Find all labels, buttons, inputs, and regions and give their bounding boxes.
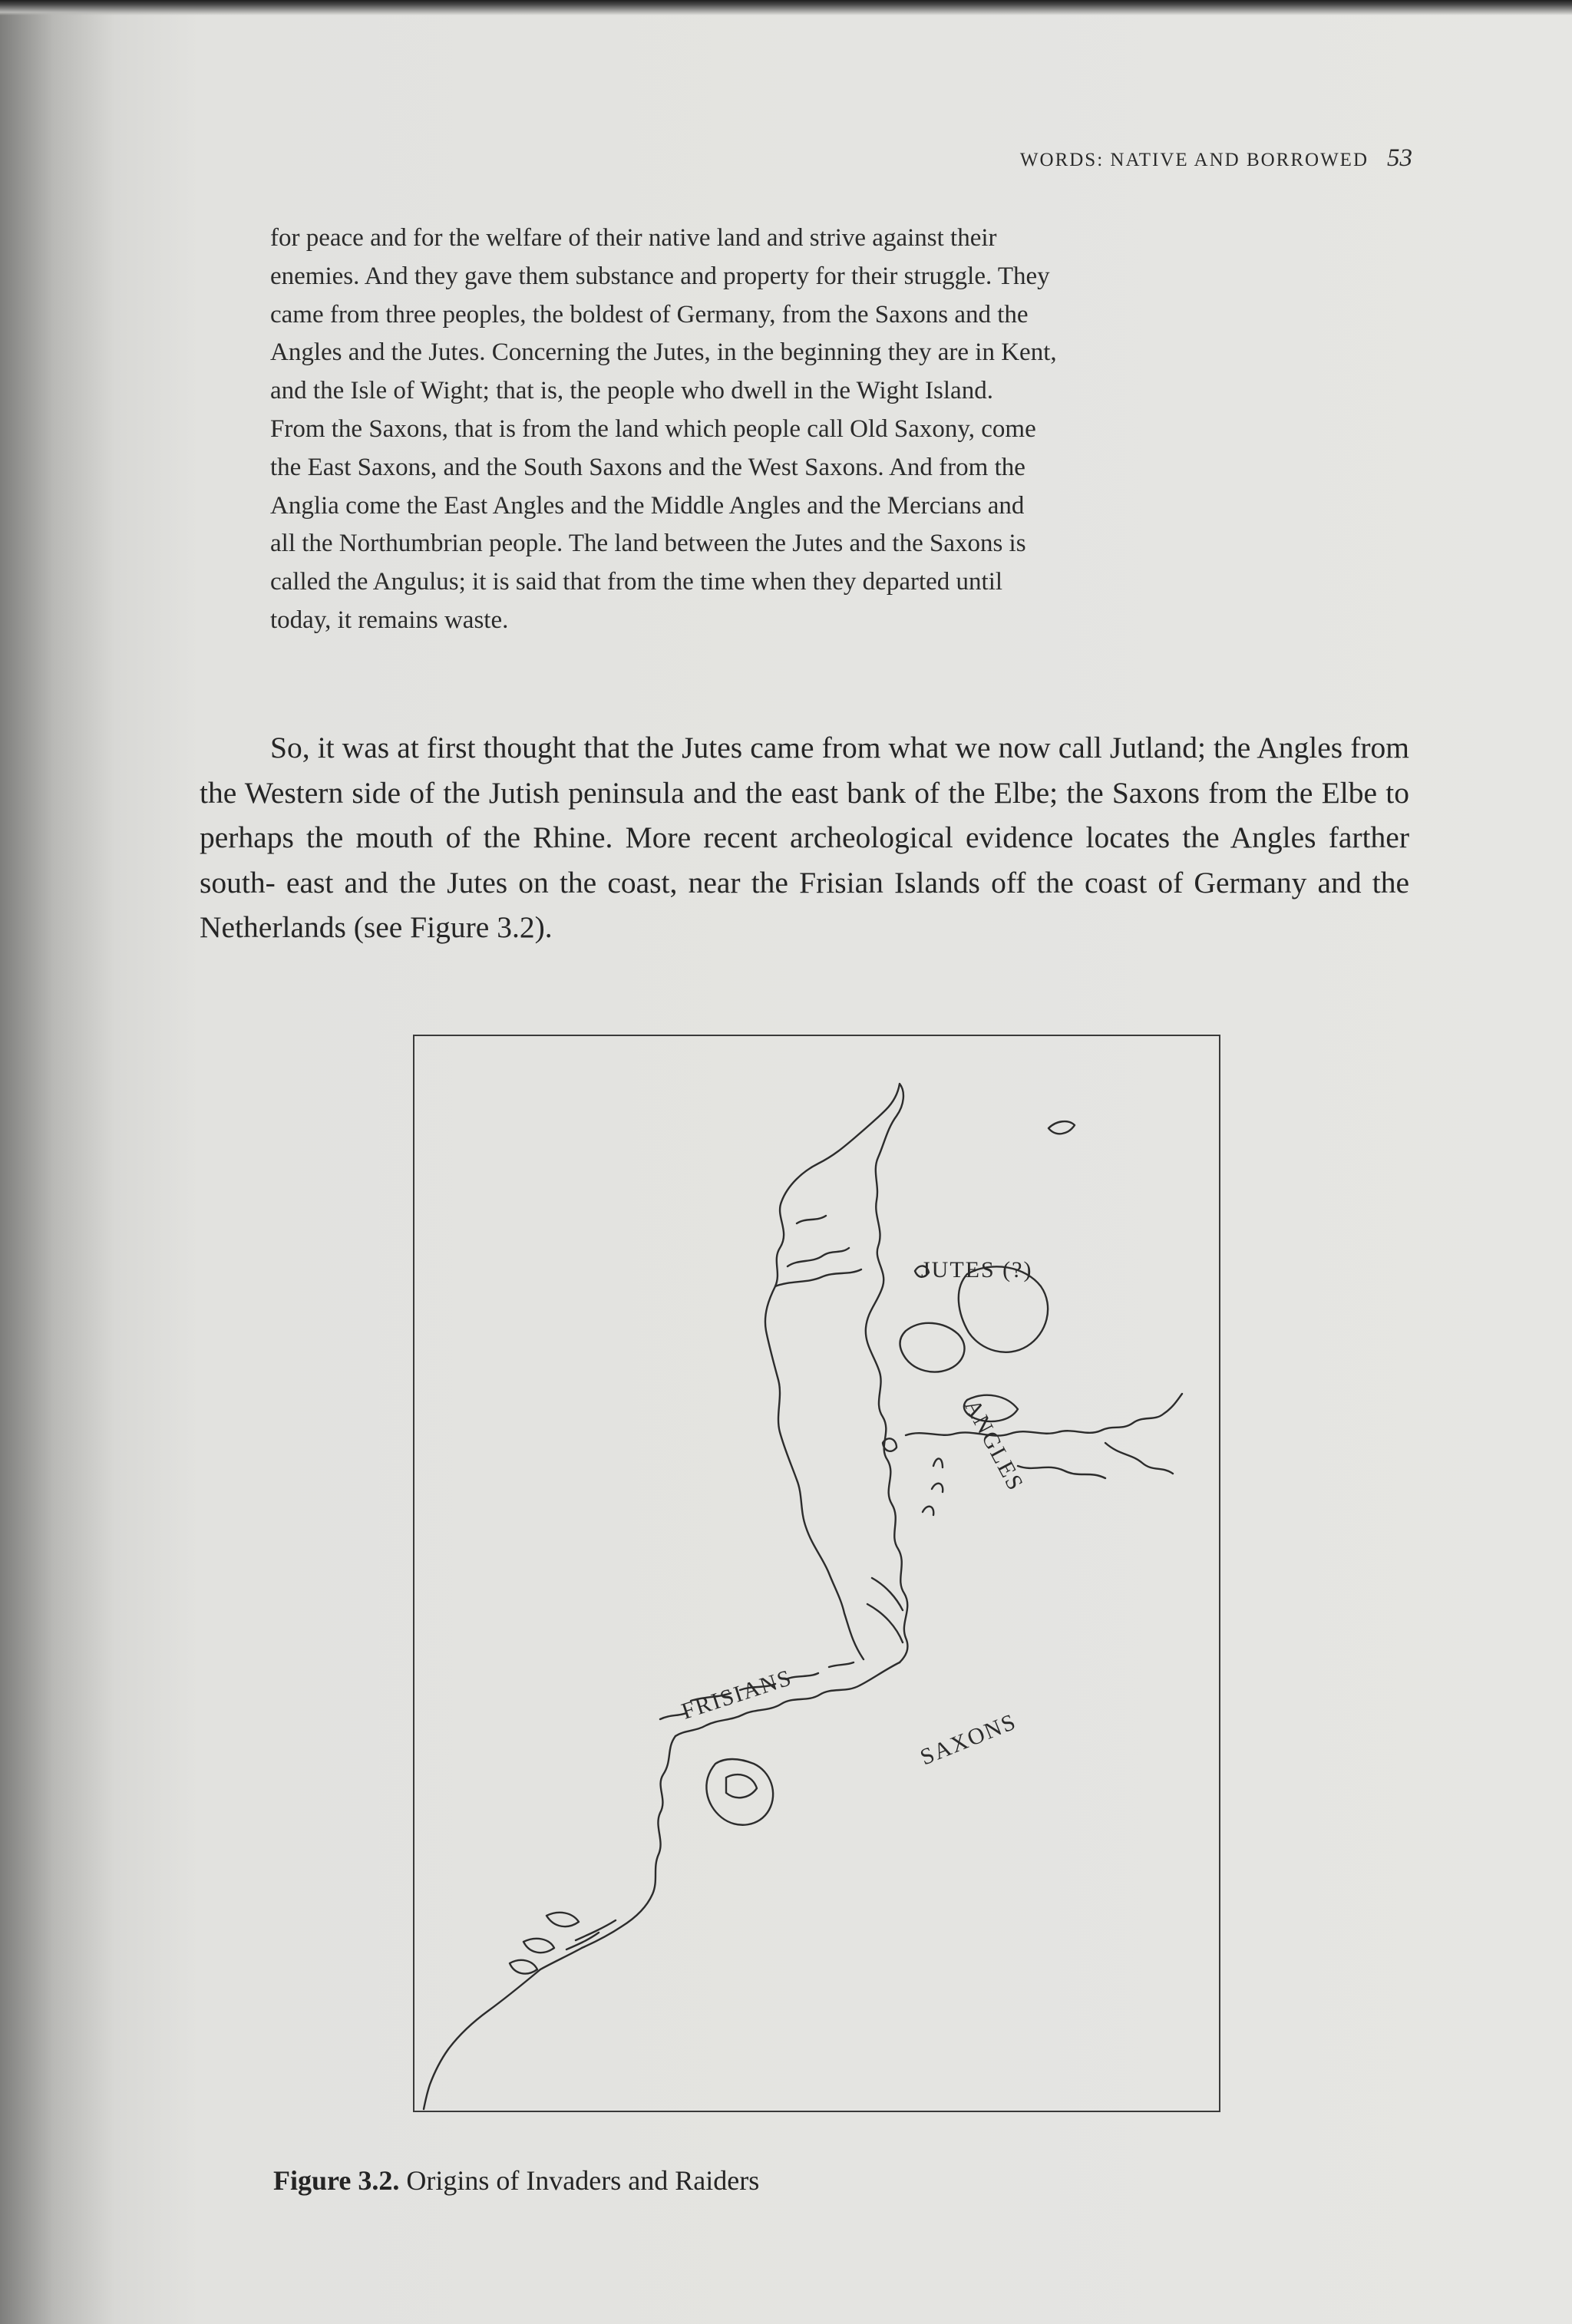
running-header [860,144,1412,173]
scan-top-edge [0,0,1572,15]
block-quote [270,220,1409,640]
label-saxons: SAXONS [916,1708,1021,1771]
fjord-outline [775,1216,861,1286]
jutland-coastline [765,1084,908,1662]
running-title: WORDS: NATIVE AND BORROWED [1019,150,1369,170]
figure-map-frame [413,1035,1220,2112]
label-jutes: JUTES (?) [921,1257,1033,1282]
quote-line: Anglia come the East Angles and the Middle Angles and the Mercians and [270,491,1025,520]
figure-caption-text: Origins of Invaders and Raiders [406,2165,760,2196]
paragraph-line: Germany and the Netherlands (see Figure 3.2). [200,865,1410,944]
island-small [1049,1121,1075,1134]
quote-line: the East Saxons, and the South Saxons and the West Saxons. And from the [270,453,1025,481]
quote-line: all the Northumbrian people. The land between the Jutes and the Saxons is [270,530,1026,558]
label-frisians: FRISIANS [678,1665,796,1725]
paragraph-line: east and the Jutes on the coast, near the Frisian Islands off the coast of [286,865,1184,900]
body-paragraph [200,725,1409,950]
quote-line: came from three peoples, the boldest of Germany, from the Saxons and the [270,300,1029,328]
page-number: 53 [1387,144,1412,172]
quote-line: Angles and the Jutes. Concerning the Jutes, in the beginning they are in Kent, [270,338,1057,367]
ijsselmeer-inner [726,1774,757,1797]
quote-line: enemies. And they gave them substance and property for their struggle. They [270,262,1050,290]
quote-line: for peace and for the welfare of their native land and strive against their [270,224,997,252]
paragraph-line: So, it was at first thought that the Jutes came from what we now call [270,731,1102,764]
ijsselmeer [706,1759,773,1825]
quote-line: From the Saxons, that is from the land which people call Old Saxony, come [270,414,1036,443]
quote-line: called the Angulus; it is said that from the time when they departed until [270,568,1003,596]
label-angles: ANGLES [959,1395,1029,1496]
figure-number: Figure 3.2. [273,2165,400,2196]
baltic-coastline [906,1394,1182,1474]
coastline-map [414,1036,1222,2114]
quote-line: and the Isle of Wight; that is, the people who dwell in the Wight Island. [270,377,993,405]
paragraph-line: Rhine. More recent archeological evidence locates the Angles farther south- [200,820,1409,900]
southern-coastline [424,1969,540,2109]
paragraph-line: Jutland; the Angles from the Western side of the Jutish peninsula and the [200,731,1409,810]
elbe-estuary [867,1578,903,1642]
figure-caption [273,2164,1194,2197]
netherlands-coastline [582,1736,675,1948]
west-islands [923,1458,943,1515]
delta-islands [510,1913,579,1974]
paragraph-line: east bank of the Elbe; the Saxons from the Elbe to perhaps the mouth of the [200,775,1409,854]
island-funen [900,1323,965,1372]
baltic-coastline-2 [1018,1466,1105,1478]
quote-line: today, it remains waste. [270,606,509,634]
